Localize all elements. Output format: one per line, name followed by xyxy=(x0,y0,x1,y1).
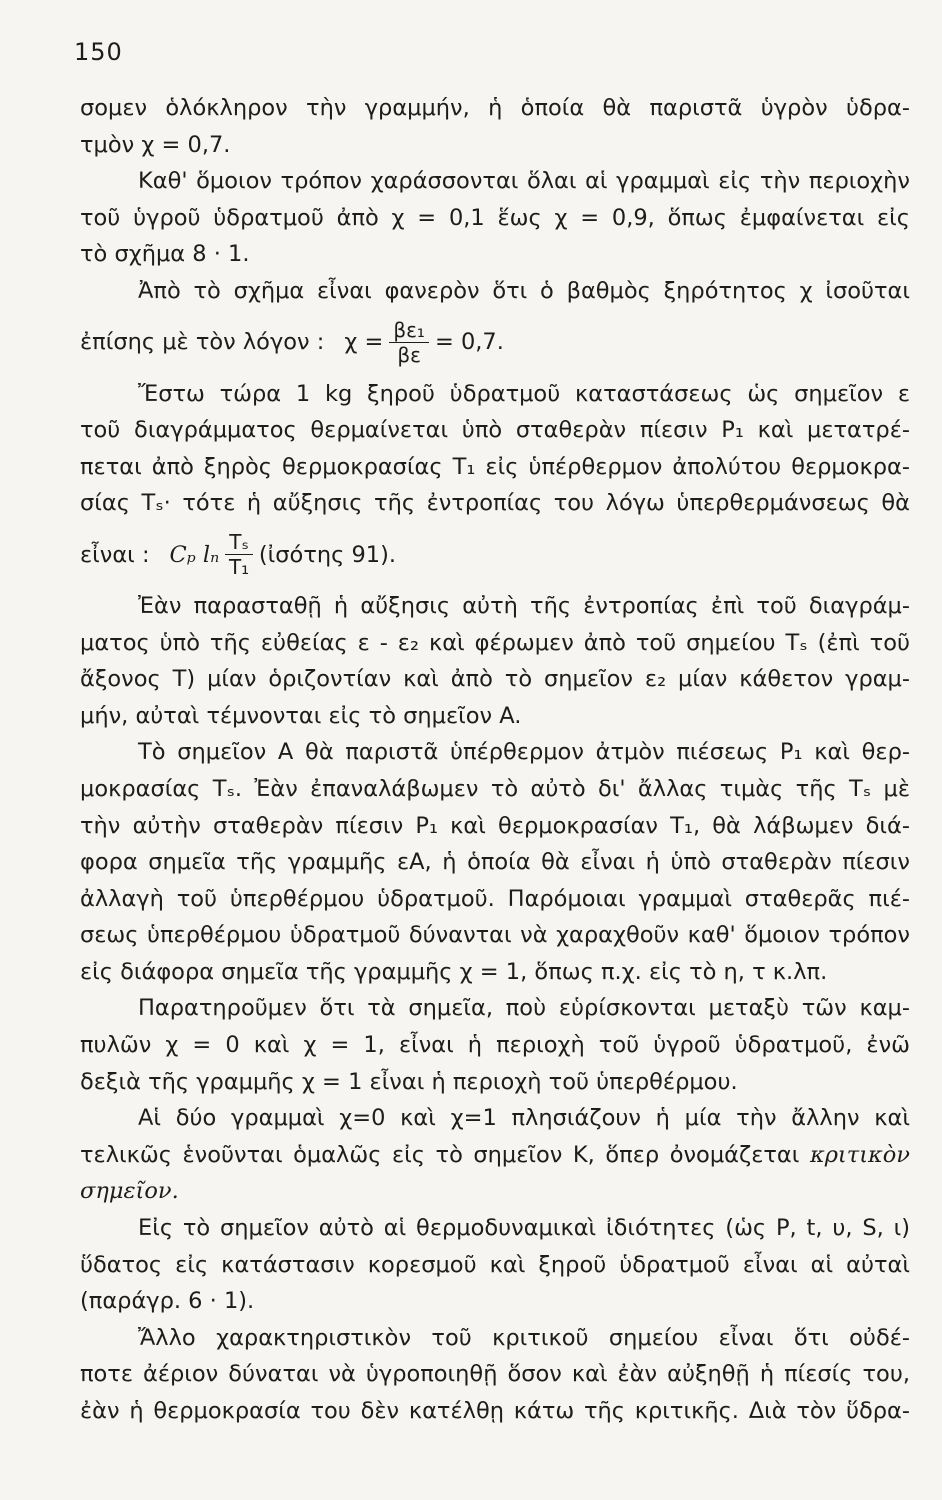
text-line: πυλῶν χ = 0 καὶ χ = 1, εἶναι ἡ περιοχὴ τοῦ ὑγροῦ ὑδρατμοῦ, ἐνῶ xyxy=(80,1032,910,1059)
formula-variable: χ = xyxy=(344,329,384,356)
text-line: δεξιὰ τῆς γραμμῆς χ = 1 εἶναι ἡ περιοχὴ τοῦ ὑπερθέρμου. xyxy=(80,1068,738,1095)
text-line: ὕδατος εἰς κατάστασιν κορεσμοῦ καὶ ξηροῦ ὑδρατμοῦ εἶναι αἱ αὐταὶ xyxy=(80,1251,910,1278)
page-number: 150 xyxy=(74,38,123,66)
formula-reference: (ἰσότης 91). xyxy=(258,541,397,568)
text-line: μήν, αὐταὶ τέμνονται εἰς τὸ σημεῖον A. xyxy=(80,702,522,729)
text-line: πεται ἀπὸ ξηρὸς θερμοκρασίας T₁ εἰς ὑπέρθερμον ἀπολύτου θερμοκρα- xyxy=(80,453,910,480)
text-line: ματος ὑπὸ τῆς εὐθείας ε - ε₂ καὶ φέρωμεν ἀπὸ τοῦ σημείου Tₛ (ἐπὶ τοῦ xyxy=(80,629,910,656)
text-line: ποτε ἀέριον δύναται νὰ ὑγροποιηθῇ ὅσον καὶ ἐὰν αὐξηθῇ ἡ πίεσίς του, xyxy=(80,1361,910,1388)
formula-expression: Cₚ lₙ xyxy=(169,541,220,568)
text-line: τοῦ ὑγροῦ ὑδρατμοῦ ἀπὸ χ = 0,1 ἕως χ = 0,9, ὅπως ἐμφαίνεται εἰς xyxy=(80,204,910,231)
text-line: Καθ' ὅμοιον τρόπον χαράσσονται ὅλαι αἱ γραμμαὶ εἰς τὴν περιοχὴν xyxy=(138,168,910,195)
text-segment: τελικῶς ἑνοῦνται ὁμαλῶς εἰς τὸ σημεῖον K, ὅπερ ὀνομάζεται xyxy=(80,1141,800,1168)
text-line: σεως ὑπερθέρμου ὑδρατμοῦ δύνανται νὰ χαραχθοῦν καθ' ὅμοιον τρόπον xyxy=(80,922,910,949)
formula-lead: ἐπίσης μὲ τὸν λόγον : xyxy=(80,329,325,356)
entropy-formula xyxy=(80,522,910,588)
text-line xyxy=(80,1137,910,1174)
text-line: τὸ σχῆμα 8 · 1. xyxy=(80,241,250,268)
text-line: εἰς διάφορα σημεῖα τῆς γραμμῆς χ = 1, ὅπως π.χ. εἰς τὸ η, τ κ.λπ. xyxy=(80,958,828,985)
formula-result: = 0,7. xyxy=(434,329,504,356)
text-line: Ἀπὸ τὸ σχῆμα εἶναι φανερὸν ὅτι ὁ βαθμὸς ξηρότητος χ ἰσοῦται xyxy=(138,277,910,304)
text-line: τμὸν χ = 0,7. xyxy=(80,131,231,158)
fraction-numerator: Tₛ xyxy=(225,532,253,555)
text-line: Ἄλλο χαρακτηριστικὸν τοῦ κριτικοῦ σημείου εἶναι ὅτι οὐδέ- xyxy=(138,1324,910,1351)
fraction-denominator: T₁ xyxy=(228,555,250,580)
dryness-formula xyxy=(80,310,910,376)
page-body xyxy=(80,90,910,1430)
formula-lead: εἶναι : xyxy=(80,541,150,568)
fraction-denominator: βε xyxy=(397,343,421,368)
text-line: Τὸ σημεῖον A θὰ παριστᾶ ὑπέρθερμον ἀτμὸν πιέσεως P₁ καὶ θερ- xyxy=(138,739,910,766)
text-line: σίας Tₛ· τότε ἡ αὔξησις τῆς ἐντροπίας του λόγω ὑπερθερμάνσεως θὰ xyxy=(80,490,910,517)
text-line: τὴν αὐτὴν σταθερὰν πίεσιν P₁ καὶ θερμοκρασίαν T₁, θὰ λάβωμεν διά- xyxy=(80,812,910,839)
text-line: ἐὰν ἡ θερμοκρασία του δὲν κατέλθῃ κάτω τῆς κριτικῆς. Διὰ τὸν ὕδρα- xyxy=(80,1398,910,1424)
fraction xyxy=(225,530,253,580)
fraction-numerator: βε₁ xyxy=(389,320,429,343)
text-line: φορα σημεῖα τῆς γραμμῆς εA, ἡ ὁποία θὰ εἶναι ἡ ὑπὸ σταθερὰν πίεσιν xyxy=(80,849,910,876)
text-line: ἀλλαγὴ τοῦ ὑπερθέρμου ὑδρατμοῦ. Παρόμοιαι γραμμαὶ σταθερᾶς πιέ- xyxy=(80,885,910,912)
italic-term: κριτικὸν xyxy=(809,1141,910,1168)
text-line: Αἱ δύο γραμμαὶ χ=0 καὶ χ=1 πλησιάζουν ἡ μία τὴν ἄλλην καὶ xyxy=(138,1105,910,1132)
text-line: σομεν ὁλόκληρον τὴν γραμμήν, ἡ ὁποία θὰ παριστᾶ ὑγρὸν ὑδρα- xyxy=(80,95,910,121)
italic-term: σημεῖον. xyxy=(80,1178,179,1205)
text-line: τοῦ διαγράμματος θερμαίνεται ὑπὸ σταθερὰν πίεσιν P₁ καὶ μετατρέ- xyxy=(80,417,910,444)
text-line: Ἐὰν παρασταθῇ ἡ αὔξησις αὐτὴ τῆς ἐντροπίας ἐπὶ τοῦ διαγράμ- xyxy=(138,592,910,619)
text-line: ἄξονος T) μίαν ὁριζοντίαν καὶ ἀπὸ τὸ σημεῖον ε₂ μίαν κάθετον γραμ- xyxy=(80,666,910,693)
fraction xyxy=(389,318,429,368)
text-line: μοκρασίας Tₛ. Ἐὰν ἐπαναλάβωμεν τὸ αὐτὸ δι' ἄλλας τιμὰς τῆς Tₛ μὲ xyxy=(80,775,910,802)
text-line: (παράγρ. 6 · 1). xyxy=(80,1288,255,1315)
text-line: Ἔστω τώρα 1 kg ξηροῦ ὑδρατμοῦ καταστάσεως ὡς σημεῖον ε xyxy=(138,380,910,407)
text-line: Παρατηροῦμεν ὅτι τὰ σημεῖα, ποὺ εὑρίσκονται μεταξὺ τῶν καμ- xyxy=(138,995,910,1022)
text-line: Εἰς τὸ σημεῖον αὐτὸ αἱ θερμοδυναμικαὶ ἰδιότητες (ὡς P, t, υ, S, ι) xyxy=(138,1215,910,1242)
